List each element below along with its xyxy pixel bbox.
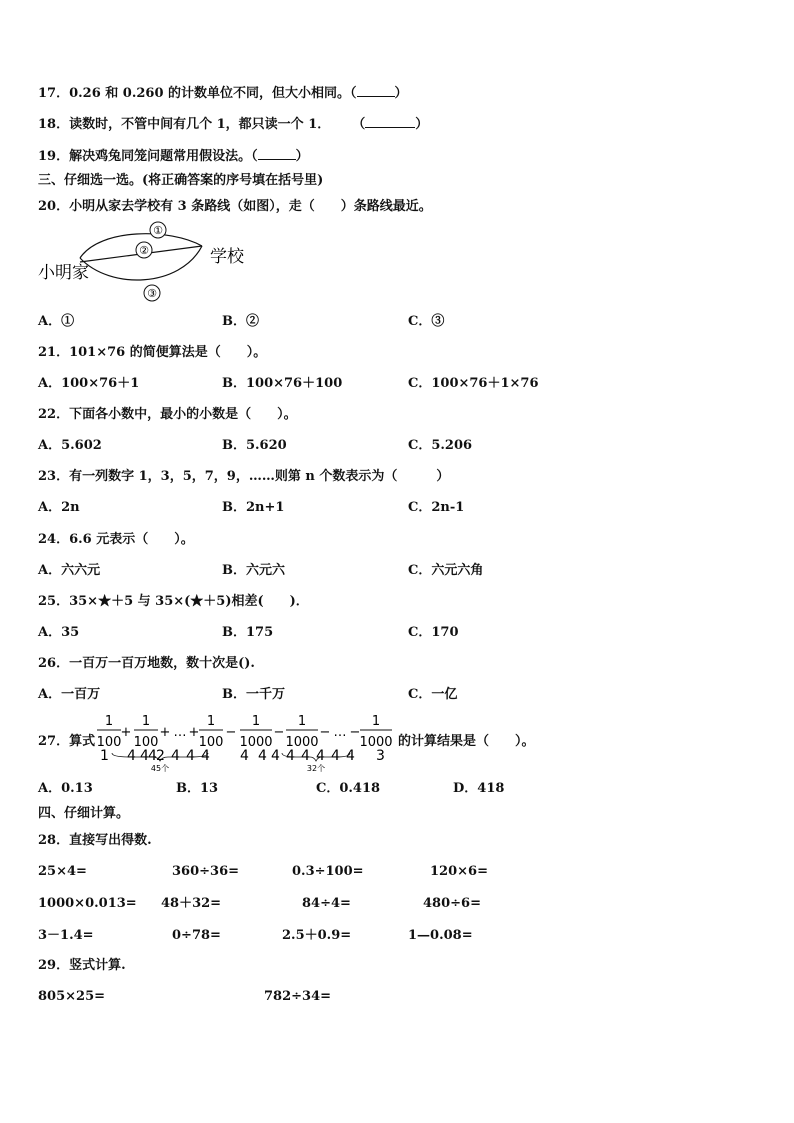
svg-text:4: 4	[186, 748, 195, 764]
q26-option-b[interactable]: B．一千万	[222, 687, 285, 702]
q28-r3-c2: 0÷78=	[172, 928, 221, 943]
q17-text: 17．0.26 和 0.260 的计数单位不同，但大小相同。（	[38, 86, 357, 101]
op-minus: −	[349, 725, 361, 740]
svg-text:4: 4	[171, 748, 180, 764]
route-3-label: ③	[147, 287, 157, 300]
svg-text:4: 4	[258, 748, 267, 764]
svg-text:3: 3	[376, 748, 385, 764]
frac2-numerator: 1	[141, 714, 151, 729]
q28-r1-c4: 120×6=	[430, 864, 488, 879]
q28-r2-c2: 48＋32=	[161, 896, 222, 911]
q22-text: 22．下面各小数中，最小的小数是（ ）。	[38, 407, 297, 422]
q23-option-a[interactable]: A．2n	[38, 500, 80, 515]
svg-text:4: 4	[240, 748, 249, 764]
op-ellipsis: …	[173, 725, 187, 740]
q28-r2-c1: 1000×0.013=	[38, 896, 137, 911]
answer-blank[interactable]	[365, 115, 415, 128]
q27-count-left: 45个	[150, 764, 170, 773]
q19-text: 19．解决鸡兔同笼问题常用假设法。（	[38, 149, 258, 164]
q21-option-b[interactable]: B．100×76＋100	[222, 376, 343, 391]
q22-option-c[interactable]: C．5.206	[408, 438, 473, 453]
q22-option-a[interactable]: A．5.602	[38, 438, 102, 453]
op-minus: −	[225, 725, 237, 740]
home-label: 小明家	[38, 263, 89, 283]
svg-text:2: 2	[156, 748, 165, 764]
q18	[38, 115, 428, 133]
svg-text:4: 4	[201, 748, 210, 764]
svg-text:4: 4	[301, 748, 310, 764]
svg-text:4: 4	[316, 748, 325, 764]
q29-text: 29．竖式计算.	[38, 958, 126, 973]
svg-text:4: 4	[271, 748, 280, 764]
svg-text:4: 4	[286, 748, 295, 764]
frac6-numerator: 1	[371, 714, 381, 729]
frac1-denominator: 100	[96, 735, 122, 750]
q27-underbrace-digits	[100, 748, 385, 764]
frac6-denominator: 1000	[359, 735, 393, 750]
q21-option-c[interactable]: C．100×76＋1×76	[408, 376, 539, 391]
svg-text:4: 4	[148, 748, 157, 764]
op-minus: −	[273, 725, 285, 740]
q25-option-c[interactable]: C．170	[408, 625, 459, 640]
frac5-denominator: 1000	[285, 735, 319, 750]
frac1-numerator: 1	[104, 714, 114, 729]
q24-text: 24．6.6 元表示（ ）。	[38, 532, 194, 547]
q29-item-2: 782÷34=	[264, 989, 332, 1004]
svg-text:4: 4	[127, 748, 136, 764]
q29-item-1: 805×25=	[38, 989, 106, 1004]
q23-option-b[interactable]: B．2n+1	[222, 500, 285, 515]
q27-option-a[interactable]: A．0.13	[38, 781, 93, 796]
school-label: 学校	[210, 247, 244, 267]
q26-text: 26．一百万一百万地数，数十次是().	[38, 656, 255, 671]
route-figure	[30, 218, 260, 308]
q26-option-a[interactable]: A．一百万	[38, 687, 101, 702]
q24-option-b[interactable]: B．六元六	[222, 563, 285, 578]
q27-count-right: 32个	[306, 764, 326, 773]
q24-option-c[interactable]: C．六元六角	[408, 563, 484, 578]
q25-text: 25．35×★＋5 与 35×(★＋5)相差( )．	[38, 594, 309, 609]
frac2-denominator: 100	[133, 735, 159, 750]
q27-option-b[interactable]: B．13	[176, 781, 219, 796]
op-ellipsis: …	[333, 725, 347, 740]
svg-text:4: 4	[331, 748, 340, 764]
q21-text: 21．101×76 的简便算法是（ ）。	[38, 345, 267, 360]
q21-option-a[interactable]: A．100×76＋1	[38, 376, 140, 391]
q20-option-c[interactable]: C．③	[408, 314, 445, 329]
q24-option-a[interactable]: A．六六元	[38, 563, 101, 578]
q27-option-c[interactable]: C．0.418	[316, 781, 381, 796]
route-1-label: ①	[153, 224, 163, 237]
q22-option-b[interactable]: B．5.620	[222, 438, 287, 453]
q18-close: ）	[415, 117, 429, 132]
frac3-denominator: 100	[198, 735, 224, 750]
op-minus: −	[319, 725, 331, 740]
frac5-numerator: 1	[297, 714, 307, 729]
op-plus: +	[188, 725, 200, 740]
q25-option-b[interactable]: B．175	[222, 625, 274, 640]
q28-r1-c3: 0.3÷100=	[292, 864, 364, 879]
op-plus: +	[120, 725, 132, 740]
q23-option-c[interactable]: C．2n-1	[408, 500, 465, 515]
q27-formula	[0, 705, 794, 775]
q18-text: 18．读数时，不管中间有几个 1，都只读一个 1．	[38, 117, 331, 132]
section-3-heading: 三、仔细选一选。(将正确答案的序号填在括号里)	[38, 173, 324, 188]
q27-prefix: 27．算式	[38, 734, 96, 749]
q28-r3-c4: 1—0.08=	[408, 928, 473, 943]
q20-text: 20．小明从家去学校有 3 条路线（如图），走（ ）条路线最近。	[38, 199, 432, 214]
q23-text: 23．有一列数字 1，3，5，7，9，……则第 n 个数表示为（ ）	[38, 469, 450, 484]
q20-option-a[interactable]: A．①	[38, 314, 75, 329]
q28-r2-c3: 84÷4=	[302, 896, 351, 911]
q25-option-a[interactable]: A．35	[38, 625, 80, 640]
q17-close: ）	[394, 86, 408, 101]
q28-r1-c1: 25×4=	[38, 864, 87, 879]
q19	[38, 147, 309, 165]
op-plus: +	[159, 725, 171, 740]
frac4-numerator: 1	[251, 714, 261, 729]
q28-r3-c3: 2.5＋0.9=	[282, 928, 352, 943]
frac4-denominator: 1000	[239, 735, 273, 750]
svg-text:1: 1	[100, 748, 109, 764]
route-2-label: ②	[139, 244, 149, 257]
section-4-heading: 四、仔细计算。	[38, 806, 130, 821]
svg-text:4: 4	[140, 748, 149, 764]
q20-option-b[interactable]: B．②	[222, 314, 259, 329]
answer-blank[interactable]	[258, 147, 296, 160]
q28-r2-c4: 480÷6=	[423, 896, 481, 911]
answer-blank[interactable]	[357, 84, 395, 97]
frac3-numerator: 1	[206, 714, 216, 729]
q17	[38, 84, 408, 102]
q28-text: 28．直接写出得数.	[38, 833, 152, 848]
q27-option-d[interactable]: D．418	[453, 781, 505, 796]
q19-close: ）	[295, 149, 309, 164]
q28-r1-c2: 360÷36=	[172, 864, 240, 879]
svg-text:4: 4	[346, 748, 355, 764]
q27-suffix: 的计算结果是（ ）。	[398, 734, 535, 749]
q28-r3-c1: 3－1.4=	[38, 928, 94, 943]
q18-open: （	[352, 117, 366, 132]
q26-option-c[interactable]: C．一亿	[408, 687, 458, 702]
